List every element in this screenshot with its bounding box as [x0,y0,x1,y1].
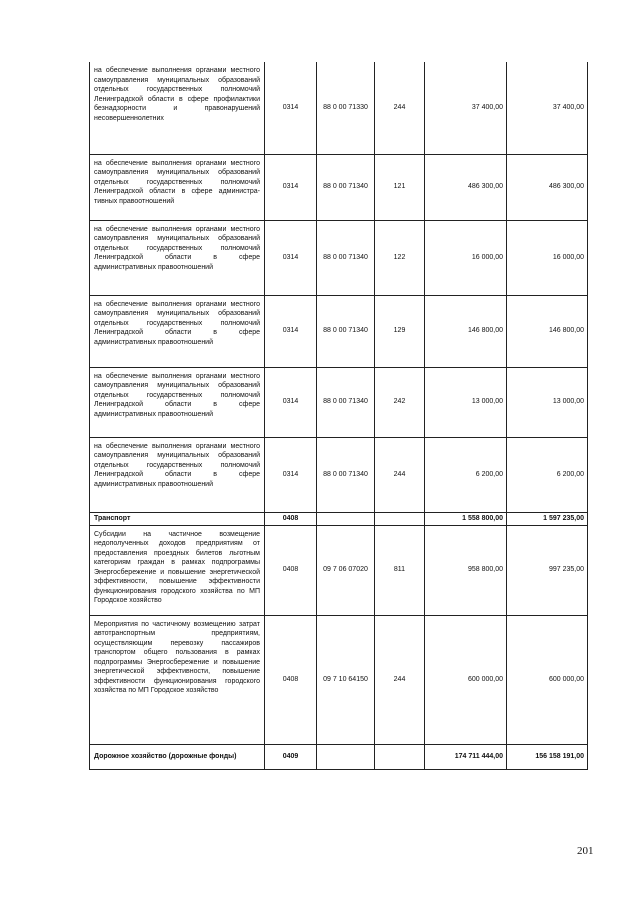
row-amount-year2: 1 597 235,00 [507,512,588,525]
row-description: на обеспечение выполнения органами местного самоуправления муниципальных образований отдельных государственных полномочий Ленинградской области в сфере административных правоотношений [90,154,265,220]
row-description: Субсидии на частичное возмещение недополученных доходов предприятиям от предоставления проездных билетов льготным категориям граждан в рамках подпрограммы Энергосбережение и повышение энергетической эффективности, повышение эффективности функционирования городского хозяйства по МП Городское хозяйство [90,525,265,615]
row-target-code: 88 0 00 71340 [317,295,375,367]
row-target-code: 09 7 06 07020 [317,525,375,615]
row-section-code: 0408 [265,615,317,744]
row-amount-year1: 1 558 800,00 [425,512,507,525]
row-amount-year2: 16 000,00 [507,220,588,295]
row-description: на обеспечение выполнения органами местного самоуправления муниципальных образований отдельных государственных полномочий Ленинградской области в сфере административных правоотношений [90,220,265,295]
row-expense-type [375,512,425,525]
row-target-code: 88 0 00 71340 [317,367,375,437]
row-amount-year1: 146 800,00 [425,295,507,367]
section-total-row [90,744,588,769]
row-amount-year2: 13 000,00 [507,367,588,437]
row-target-code: 09 7 10 64150 [317,615,375,744]
section-total-row [90,512,588,525]
row-amount-year1: 37 400,00 [425,62,507,154]
table-row [90,525,588,615]
row-amount-year2: 6 200,00 [507,437,588,512]
row-section-code: 0314 [265,295,317,367]
row-description: на обеспечение выполнения органами местного самоуправления муниципальных образований отдельных государственных полномочий Ленинградской области в сфере административных правоотношений [90,295,265,367]
table-row [90,154,588,220]
row-amount-year2: 156 158 191,00 [507,744,588,769]
row-description: на обеспечение выполнения органами местного самоуправления муниципальных образований отдельных государственных полномочий Ленинградской области в сфере профилактики безнадзорности и правонарушений несовершеннолетних [90,62,265,154]
page-number: 201 [577,845,594,857]
row-target-code [317,512,375,525]
row-description: Мероприятия по частичному возмещению затрат автотранспортным предприятиям, осуществляющим перевозку пассажиров транспортом общего пользования в рамках подпрограммы Энергосбережение и повышение энергетической эффективности, повышение эффективности функционирования городского хозяйства по МП Городское хозяйство [90,615,265,744]
row-expense-type: 129 [375,295,425,367]
row-expense-type: 121 [375,154,425,220]
row-expense-type: 244 [375,615,425,744]
row-amount-year2: 146 800,00 [507,295,588,367]
table-body [90,62,588,769]
row-amount-year2: 997 235,00 [507,525,588,615]
table-row [90,367,588,437]
row-amount-year1: 486 300,00 [425,154,507,220]
row-section-code: 0314 [265,154,317,220]
row-description: Дорожное хозяйство (дорожные фонды) [90,744,265,769]
row-section-code: 0409 [265,744,317,769]
row-amount-year1: 6 200,00 [425,437,507,512]
table-row [90,62,588,154]
table-row [90,220,588,295]
row-target-code: 88 0 00 71340 [317,220,375,295]
row-section-code: 0314 [265,220,317,295]
row-description: на обеспечение выполнения органами местного самоуправления муниципальных образований отдельных государственных полномочий Ленинградской области в сфере административных правоотношений [90,437,265,512]
row-expense-type: 811 [375,525,425,615]
table-row [90,615,588,744]
row-amount-year1: 958 800,00 [425,525,507,615]
row-amount-year2: 37 400,00 [507,62,588,154]
row-expense-type: 244 [375,62,425,154]
row-section-code: 0408 [265,525,317,615]
row-amount-year1: 16 000,00 [425,220,507,295]
row-amount-year2: 600 000,00 [507,615,588,744]
row-expense-type [375,744,425,769]
row-target-code: 88 0 00 71340 [317,437,375,512]
row-section-code: 0314 [265,62,317,154]
row-amount-year1: 13 000,00 [425,367,507,437]
row-expense-type: 242 [375,367,425,437]
row-description: на обеспечение выполнения органами местного самоуправления муниципальных образований отдельных государственных полномочий Ленинградской области в сфере административных правоотношений [90,367,265,437]
table-row [90,437,588,512]
row-section-code: 0408 [265,512,317,525]
table-row [90,295,588,367]
row-section-code: 0314 [265,437,317,512]
row-amount-year2: 486 300,00 [507,154,588,220]
row-description: Транспорт [90,512,265,525]
budget-table [89,62,588,770]
row-expense-type: 244 [375,437,425,512]
row-target-code: 88 0 00 71330 [317,62,375,154]
row-target-code: 88 0 00 71340 [317,154,375,220]
row-amount-year1: 600 000,00 [425,615,507,744]
row-amount-year1: 174 711 444,00 [425,744,507,769]
row-target-code [317,744,375,769]
row-expense-type: 122 [375,220,425,295]
row-section-code: 0314 [265,367,317,437]
